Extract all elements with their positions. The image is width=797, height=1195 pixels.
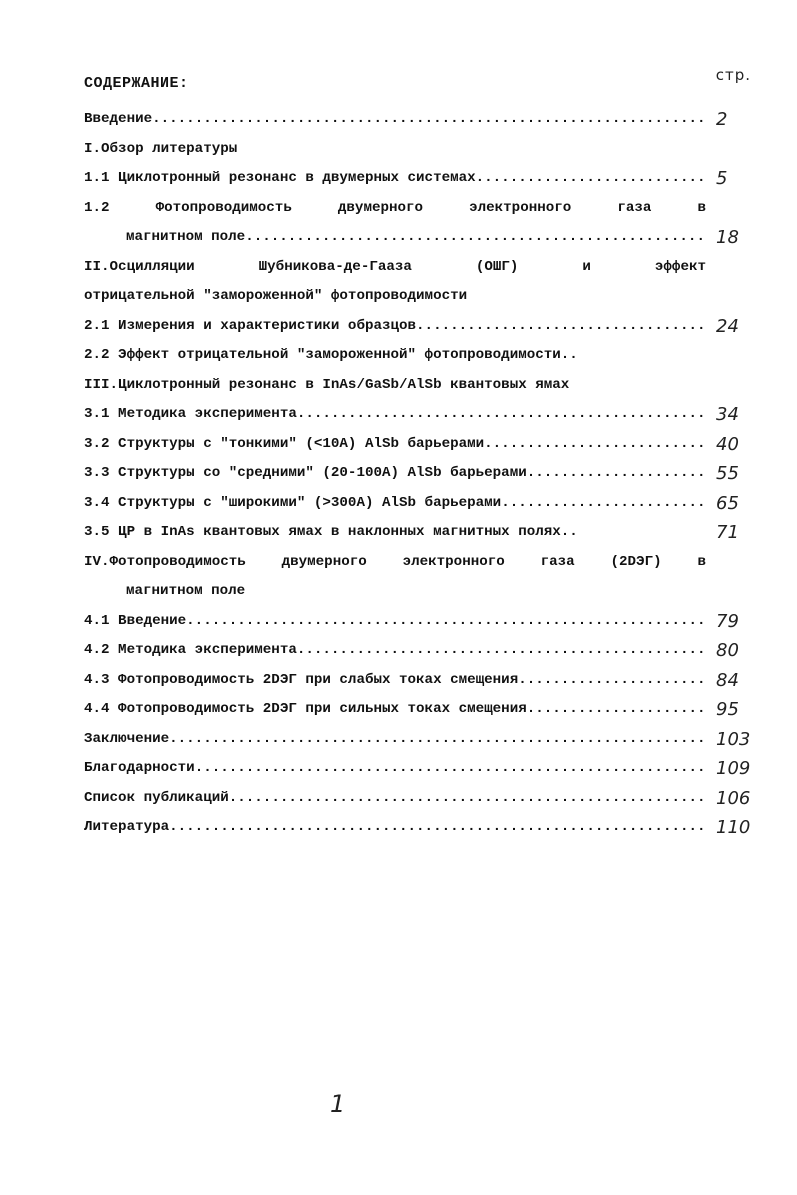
toc-entry <box>84 813 751 843</box>
toc-entry <box>84 371 706 401</box>
toc-entry-word: Фотопроводимость <box>155 199 292 216</box>
toc-entry <box>84 282 706 312</box>
page-column-label: стр. <box>715 66 751 84</box>
toc-entry-text: 3.4 Структуры с "широкими" (>300A) AlSb барьерами <box>84 494 502 511</box>
toc-entry-word: в <box>697 199 706 216</box>
toc-leader <box>84 489 706 519</box>
toc-dot-leader <box>297 400 706 430</box>
toc-leader <box>84 666 706 696</box>
toc-leader <box>84 725 706 755</box>
toc-page-number: 34 <box>716 404 739 425</box>
toc-entry <box>84 725 751 755</box>
toc-entry-word: газа <box>617 199 652 216</box>
toc-dot-leader <box>186 607 706 637</box>
table-of-contents <box>84 105 751 843</box>
toc-entry-text: Введение <box>84 111 153 127</box>
toc-entry-text: Список публикаций <box>84 789 229 806</box>
toc-dot-leader <box>195 754 706 784</box>
toc-entry-word: Шубникова-де-Гааза <box>258 258 412 275</box>
toc-leader <box>84 813 706 843</box>
toc-page-number: 103 <box>716 728 751 750</box>
toc-dot-leader <box>169 725 706 755</box>
toc-entry <box>84 459 739 489</box>
toc-entry-text: 3.3 Структуры со "средними" (20-100A) AlSb барьерами <box>84 465 527 481</box>
toc-entry <box>84 312 739 342</box>
toc-leader <box>84 164 706 194</box>
toc-leader <box>84 607 706 637</box>
toc-entry-word: (ОШГ) <box>475 258 519 275</box>
toc-dot-leader <box>476 164 706 194</box>
toc-page-number: 2 <box>716 109 728 130</box>
toc-entry <box>84 784 751 814</box>
toc-leader <box>84 636 706 666</box>
toc-page-number: 79 <box>716 610 739 632</box>
toc-dot-leader <box>245 223 706 253</box>
toc-entry <box>84 253 706 283</box>
toc-entry-word: в <box>697 553 706 570</box>
toc-entry-text: Заключение <box>84 730 170 747</box>
toc-entry-text: магнитном поле <box>126 229 246 245</box>
toc-entry-word: 1.2 <box>84 199 110 216</box>
toc-leader <box>84 430 706 460</box>
toc-entry-text: 4.1 Введение <box>84 612 187 629</box>
toc-page-number: 71 <box>716 522 739 543</box>
toc-dot-leader <box>493 430 706 460</box>
toc-entry <box>84 341 706 371</box>
toc-entry <box>84 607 739 637</box>
toc-entry <box>84 430 739 460</box>
toc-entry-text: Благодарности <box>84 760 195 776</box>
toc-entry <box>84 518 739 548</box>
toc-entry-word: и <box>582 258 591 275</box>
toc-page-number: 95 <box>716 699 739 720</box>
toc-entry-text: 2.2 Эффект отрицательной "замороженной" фотопроводимости.. <box>84 347 578 363</box>
toc-leader <box>84 105 706 135</box>
toc-entry <box>84 695 739 725</box>
toc-entry-word: IV.Фотопроводимость <box>84 553 246 570</box>
toc-entry <box>84 548 706 578</box>
toc-entry <box>84 666 739 696</box>
toc-entry-word: (2DЭГ) <box>610 553 662 570</box>
toc-page-number: 55 <box>716 463 739 484</box>
toc-leader <box>84 459 706 489</box>
toc-entry-text: 4.3 Фотопроводимость 2DЭГ при слабых токах смещения <box>84 671 519 688</box>
toc-dot-leader <box>518 666 706 696</box>
toc-entry-word: двумерного <box>281 553 367 570</box>
toc-entry-text: 3.5 ЦР в InAs квантовых ямах в наклонных магнитных полях.. <box>84 524 578 540</box>
toc-leader <box>84 312 706 342</box>
toc-entry <box>84 577 706 607</box>
toc-leader <box>84 400 706 430</box>
page-title: СОДЕРЖАНИЕ: <box>84 75 189 92</box>
toc-entry <box>84 105 728 135</box>
toc-dot-leader <box>527 695 706 725</box>
toc-page-number: 5 <box>716 168 728 189</box>
toc-dot-leader <box>501 489 706 519</box>
toc-dot-leader <box>297 636 706 666</box>
toc-entry-word: электронного <box>402 553 505 570</box>
toc-dot-leader <box>229 784 706 814</box>
toc-leader <box>84 223 706 253</box>
toc-dot-leader <box>527 459 706 489</box>
toc-entry-word: эффект <box>654 258 706 275</box>
toc-page-number: 80 <box>716 640 739 661</box>
toc-page-number: 65 <box>716 492 739 514</box>
toc-leader <box>84 754 706 784</box>
toc-page-number: 24 <box>716 315 739 337</box>
toc-entry-text: магнитном поле <box>126 583 246 599</box>
toc-entry <box>84 636 739 666</box>
toc-entry <box>84 754 751 784</box>
toc-entry <box>84 223 739 253</box>
toc-leader <box>84 695 706 725</box>
toc-entry-text: 3.1 Методика эксперимента <box>84 406 297 422</box>
toc-entry-word: электронного <box>469 199 572 216</box>
toc-entry-text: III.Циклотронный резонанс в InAs/GaSb/AlSb квантовых ямах <box>84 376 570 393</box>
toc-entry-text: 3.2 Структуры с "тонкими" (<10A) AlSb барьерами. <box>84 435 493 452</box>
page-number: 1 <box>330 1090 346 1118</box>
toc-page-number: 110 <box>716 817 751 838</box>
toc-page-number: 84 <box>716 669 739 691</box>
toc-entry <box>84 400 739 430</box>
toc-page-number: 18 <box>716 227 739 248</box>
toc-entry <box>84 164 728 194</box>
toc-page-number: 40 <box>716 433 739 455</box>
toc-entry-text: I.Обзор литературы <box>84 140 238 157</box>
toc-entry-text: 4.4 Фотопроводимость 2DЭГ при сильных токах смещения <box>84 701 527 717</box>
toc-dot-leader <box>416 312 706 342</box>
toc-entry-word: II.Осцилляции <box>84 258 195 275</box>
toc-page-number: 106 <box>716 787 751 809</box>
toc-page-number: 109 <box>716 758 751 779</box>
toc-entry <box>84 489 739 519</box>
toc-entry <box>84 194 706 224</box>
toc-entry-text: 4.2 Методика эксперимента <box>84 642 297 658</box>
toc-entry-word: двумерного <box>337 199 424 216</box>
toc-dot-leader <box>169 813 706 843</box>
toc-entry-text: 1.1 Циклотронный резонанс в двумерных системах <box>84 170 476 186</box>
toc-entry-text: 2.1 Измерения и характеристики образцов <box>84 317 417 334</box>
toc-entry-text: отрицательной "замороженной" фотопроводимости <box>84 288 468 304</box>
toc-leader <box>84 784 706 814</box>
toc-entry <box>84 135 706 165</box>
toc-entry-word: газа <box>540 553 575 570</box>
toc-dot-leader <box>152 105 706 135</box>
toc-entry-text: Литература <box>84 819 170 835</box>
